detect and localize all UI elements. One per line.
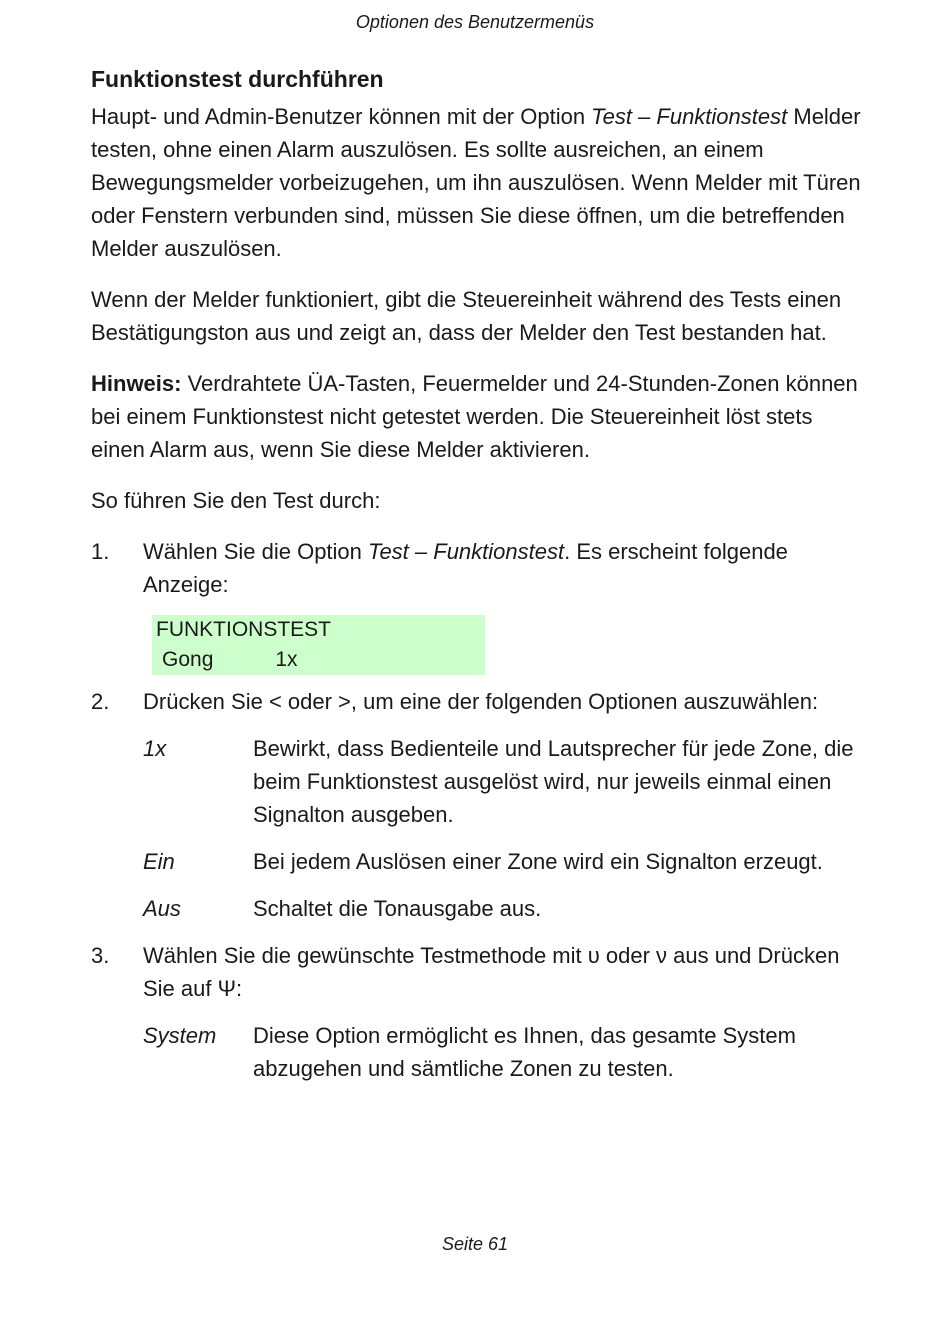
- step-1: 1. Wählen Sie die Option Test – Funktionstest. Es erscheint folgende Anzeige:: [91, 535, 861, 601]
- option-ein: [143, 845, 861, 878]
- option-key: Ein: [143, 849, 175, 874]
- option-description: Schaltet die Tonausgabe aus.: [253, 896, 542, 921]
- option-key: 1x: [143, 736, 167, 761]
- method-description: Diese Option ermöglicht es Ihnen, das gesamte System abzugehen und sämtliche Zonen zu testen.: [253, 1023, 796, 1081]
- step-number: 1.: [91, 539, 110, 564]
- option-description: Bei jedem Auslösen einer Zone wird ein Signalton erzeugt.: [253, 849, 823, 874]
- result-paragraph: Wenn der Melder funktioniert, gibt die Steuereinheit während des Tests einen Bestätigungston aus und zeigt an, dass der Melder den Test bestanden hat.: [91, 287, 842, 345]
- option-description: Bewirkt, dass Bedienteile und Lautsprecher für jede Zone, die beim Funktionstest ausgelöst wird, nur jeweils einmal einen Signalton ausgeben.: [253, 736, 854, 827]
- note-paragraph: Hinweis: Verdrahtete ÜA-Tasten, Feuermelder und 24-Stunden-Zonen können bei einem Funktionstest nicht getestet werden. Die Steuereinheit löst stets einen Alarm aus, wenn Sie diese Melder aktivieren.: [91, 371, 858, 462]
- option-key: Aus: [143, 896, 181, 921]
- display-line-2: Gong 1x: [162, 648, 298, 671]
- lcd-display: [152, 615, 485, 675]
- section-title: Funktionstest durchführen: [91, 66, 384, 92]
- option-aus: [143, 892, 861, 925]
- step-3: 3. Wählen Sie die gewünschte Testmethode mit υ oder ν aus und Drücken Sie auf Ψ:: [91, 939, 861, 1005]
- note-label: Hinweis:: [91, 371, 182, 396]
- method-key: System: [143, 1023, 217, 1048]
- page-header: Optionen des Benutzermenüs: [355, 12, 595, 32]
- document-body: [91, 62, 861, 1099]
- page-footer: Seite 61: [441, 1234, 509, 1254]
- intro-paragraph: Haupt- und Admin-Benutzer können mit der Option Test – Funktionstest Melder testen, ohne einen Alarm auszulösen. Es sollte ausreichen, an einem Bewegungsmelder vorbeizugehen, um ihn auszulösen. Wenn Melder mit Türen oder Fenstern verbunden sind, müssen Sie diese öffnen, um die betreffenden Melder auszulösen.: [91, 104, 861, 261]
- method-system: [143, 1019, 861, 1085]
- step-2: 2. Drücken Sie < oder >, um eine der folgenden Optionen auszuwählen:: [91, 685, 861, 718]
- display-line-1: FUNKTIONSTEST: [156, 618, 332, 641]
- option-1x: [143, 732, 861, 831]
- step-number: 3.: [91, 943, 110, 968]
- procedure-intro: So führen Sie den Test durch:: [91, 488, 381, 513]
- step-number: 2.: [91, 689, 110, 714]
